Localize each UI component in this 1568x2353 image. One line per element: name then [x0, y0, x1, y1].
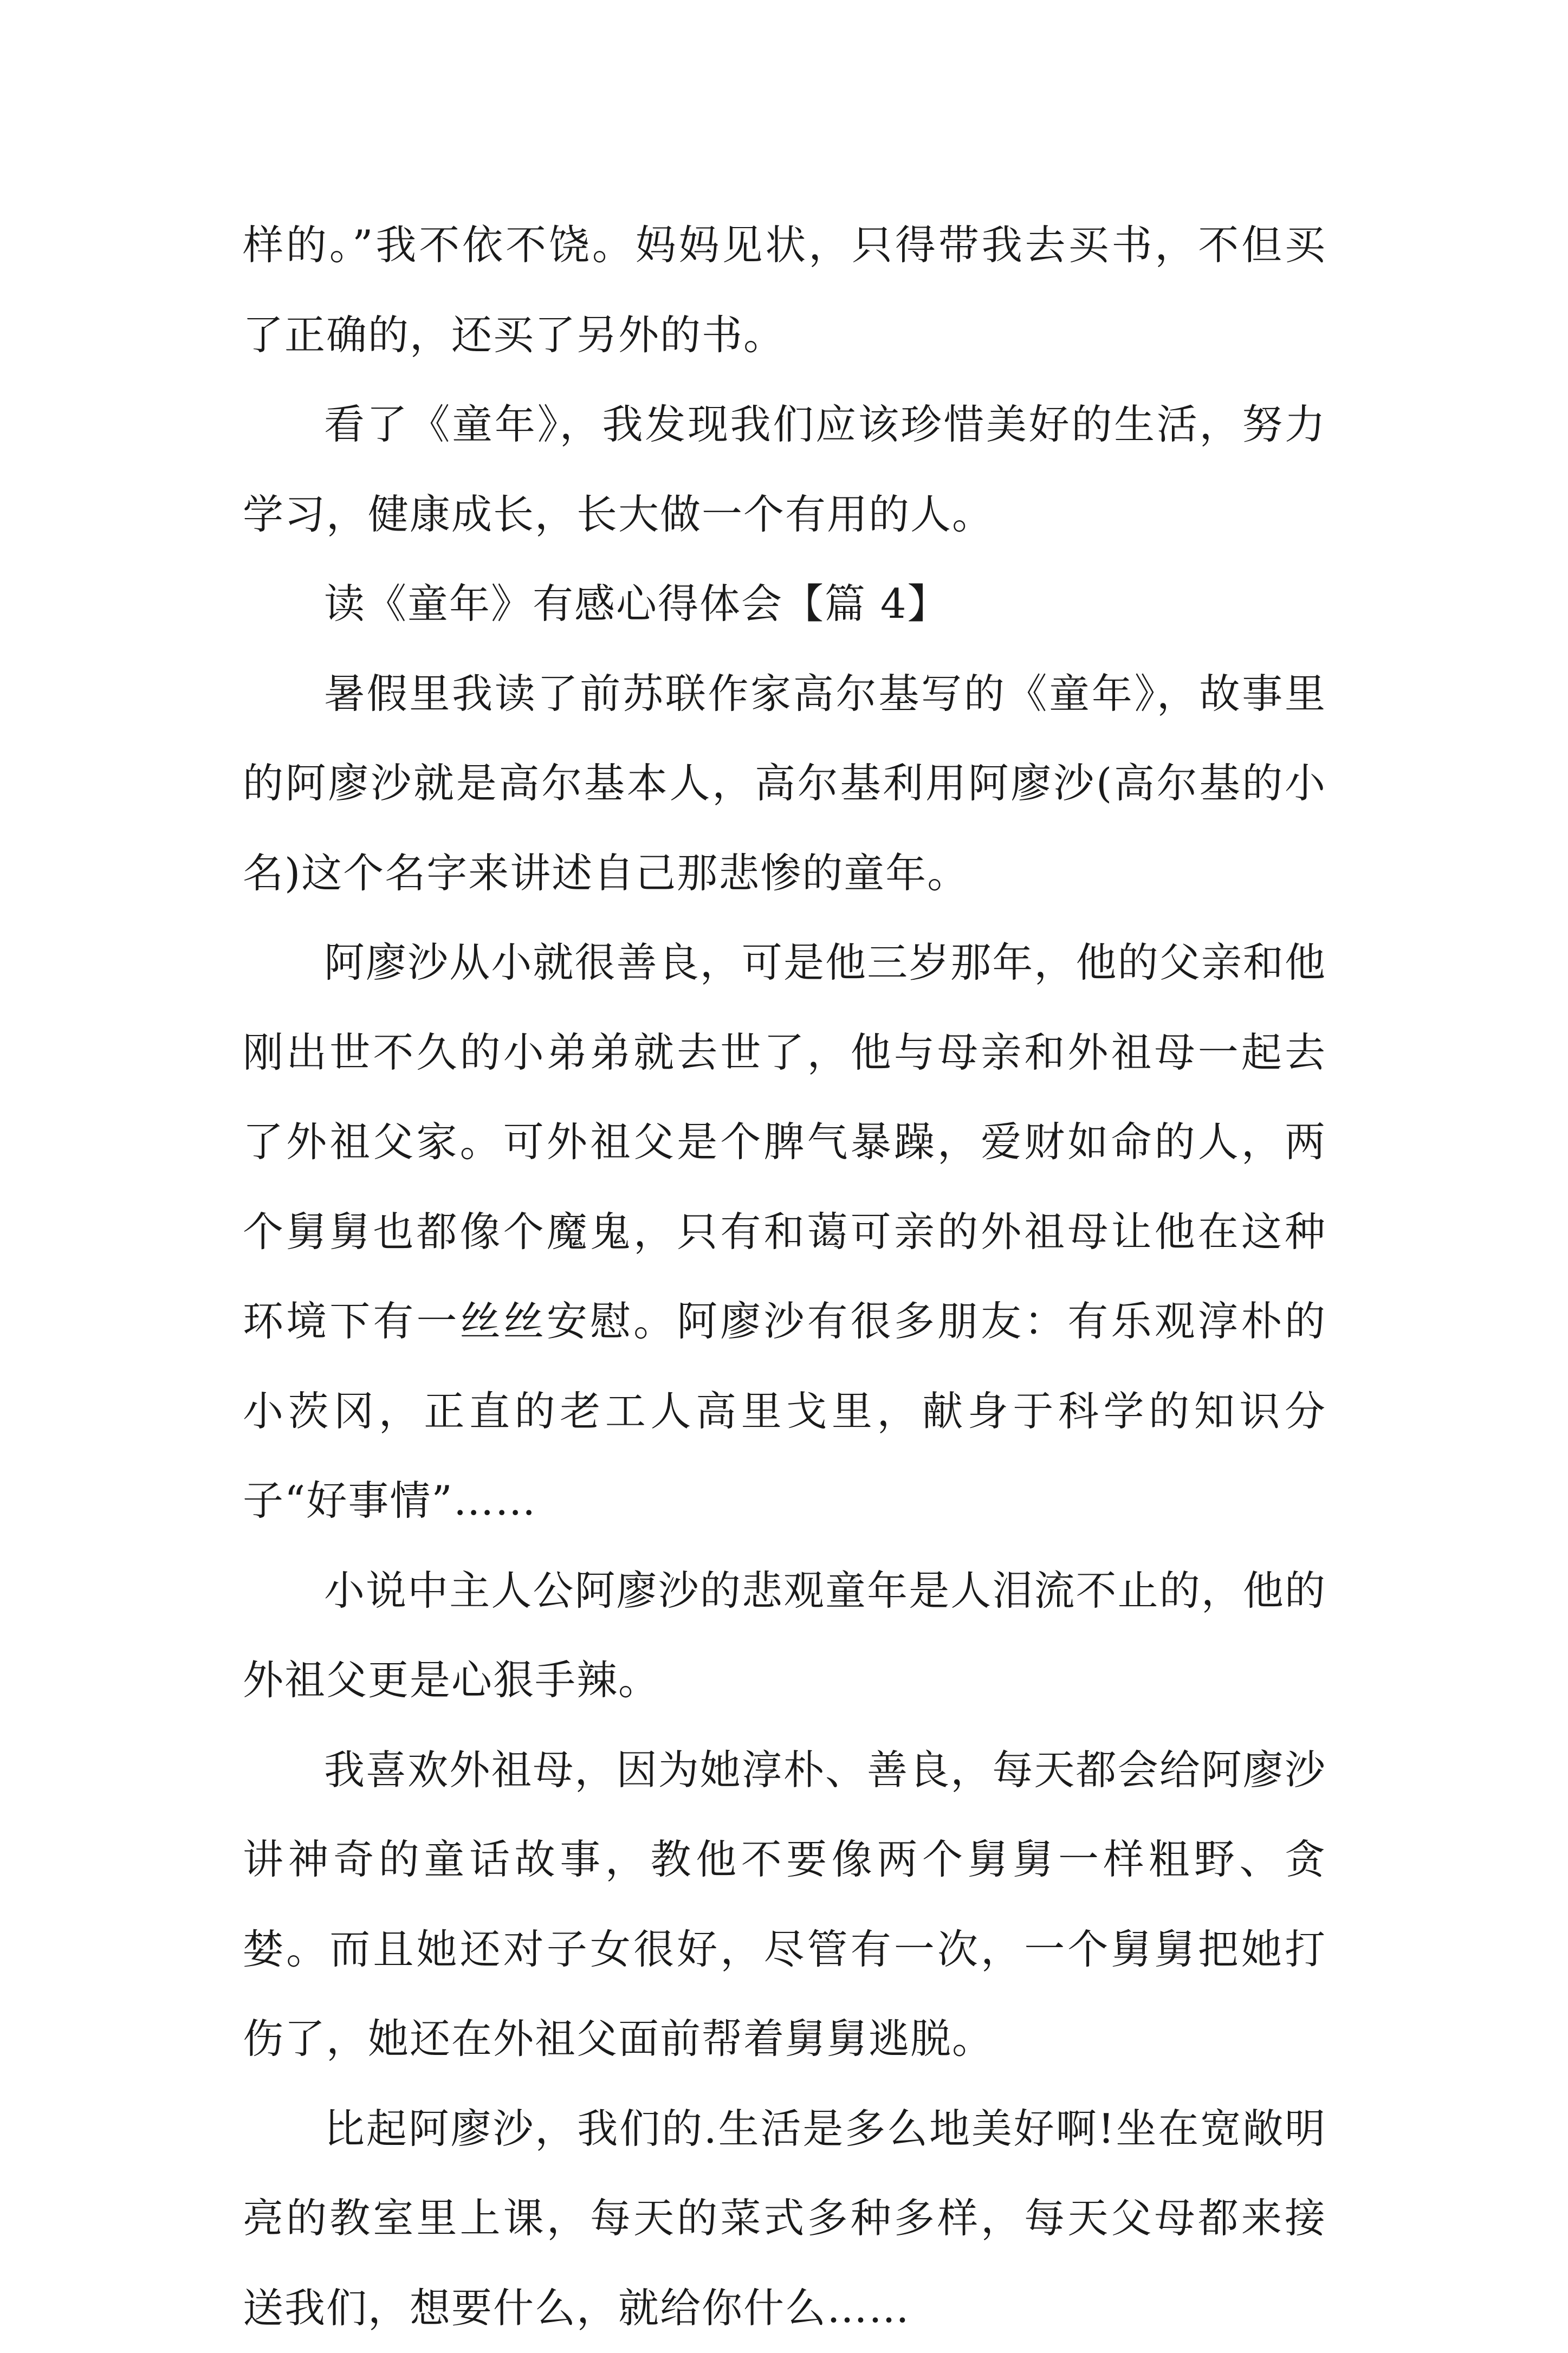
paragraph: 比起阿廖沙，我们的.生活是多么地美好啊!坐在宽敞明亮的教室里上课，每天的菜式多种多样，每天父母都来接送我们，想要什么，就给你什么……	[243, 2084, 1326, 2353]
paragraph-continuation: 样的。”我不依不饶。妈妈见状，只得带我去买书，不但买了正确的，还买了另外的书。	[243, 201, 1326, 380]
paragraph: 看了《童年》，我发现我们应该珍惜美好的生活，努力学习，健康成长，长大做一个有用的人。	[243, 380, 1326, 559]
paragraph: 暑假里我读了前苏联作家高尔基写的《童年》，故事里的阿廖沙就是高尔基本人，高尔基利用阿廖沙(高尔基的小名)这个名字来讲述自己那悲惨的童年。	[243, 649, 1326, 919]
section-heading: 读《童年》有感心得体会【篇 4】	[243, 559, 1326, 649]
document-page	[243, 201, 1326, 2353]
paragraph: 小说中主人公阿廖沙的悲观童年是人泪流不止的，他的外祖父更是心狠手辣。	[243, 1546, 1326, 1725]
paragraph: 我喜欢外祖母，因为她淳朴、善良，每天都会给阿廖沙讲神奇的童话故事，教他不要像两个舅舅一样粗野、贪婪。而且她还对子女很好，尽管有一次，一个舅舅把她打伤了，她还在外祖父面前帮着舅舅逃脱。	[243, 1725, 1326, 2084]
paragraph: 阿廖沙从小就很善良，可是他三岁那年，他的父亲和他刚出世不久的小弟弟就去世了，他与母亲和外祖母一起去了外祖父家。可外祖父是个脾气暴躁，爱财如命的人，两个舅舅也都像个魔鬼，只有和蔼可亲的外祖母让他在这种环境下有一丝丝安慰。阿廖沙有很多朋友：有乐观淳朴的小茨冈，正直的老工人高里戈里，献身于科学的知识分子“好事情”……	[243, 918, 1326, 1546]
